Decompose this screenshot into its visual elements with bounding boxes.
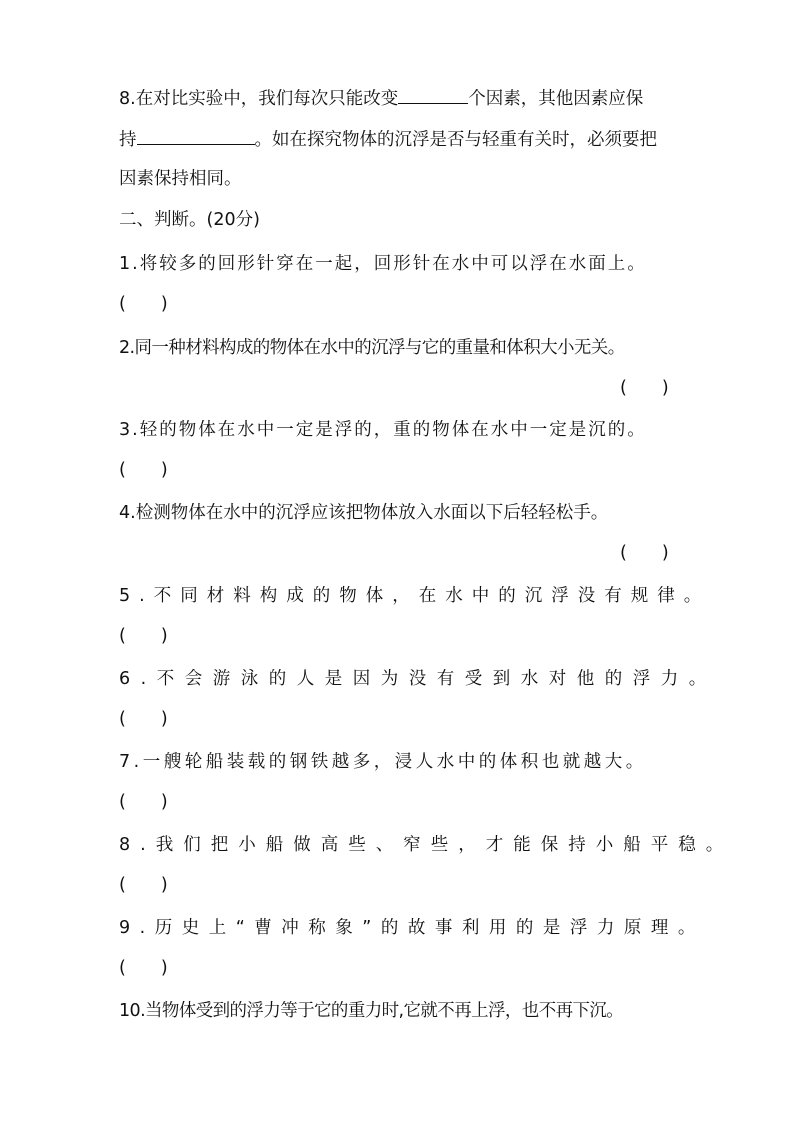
answer-paren-2[interactable]: ( ) (620, 378, 669, 398)
fill-question-8-line-1 (119, 85, 679, 111)
fill-question-8-line-3: 因素保持相同。 (119, 169, 242, 189)
judgement-item-6: 6.不会游泳的人是因为没有受到水对他的浮力。 (119, 669, 717, 689)
judgement-item-5: 5.不同材料构成的物体，在水中的沉浮没有规律。 (119, 586, 711, 606)
judgement-item-4: 4.检测物体在水中的沉浮应该把物体放入水面以下后轻轻松手。 (119, 503, 609, 523)
judgement-item-8: 8.我们把小船做高些、窄些，才能保持小船平稳。 (119, 835, 734, 855)
answer-paren-1[interactable]: ( ) (119, 294, 168, 314)
judgement-item-7: 7.一艘轮船装载的钢铁越多，浸人水中的体积也就越大。 (119, 752, 647, 772)
fill-question-8-text-d: 。如在探究物体的沉浮是否与轻重有关时，必须要把 (254, 130, 657, 150)
answer-paren-3[interactable]: ( ) (119, 460, 168, 480)
answer-paren-7[interactable]: ( ) (119, 792, 168, 812)
section-heading: 二、判断。(20分) (119, 210, 260, 230)
judgement-item-3: 3.轻的物体在水中一定是浮的，重的物体在水中一定是沉的。 (119, 420, 647, 440)
fill-blank-1[interactable] (398, 85, 468, 104)
judgement-item-10: 10.当物体受到的浮力等于它的重力时,它就不再上浮，也不再下沉。 (119, 1001, 624, 1021)
answer-paren-4[interactable]: ( ) (620, 543, 669, 563)
fill-question-8-text-b: 个因素，其他因素应保 (468, 89, 644, 109)
answer-paren-8[interactable]: ( ) (119, 875, 168, 895)
judgement-item-1: 1.将较多的回形针穿在一起，回形针在水中可以浮在水面上。 (119, 254, 647, 274)
fill-question-8-line-2 (119, 126, 679, 152)
answer-paren-5[interactable]: ( ) (119, 626, 168, 646)
fill-blank-2[interactable] (137, 126, 255, 145)
judgement-item-9: 9.历史上“曹冲称象”的故事利用的是浮力原理。 (119, 918, 705, 938)
fill-question-8-text-c: 持 (119, 130, 137, 150)
answer-paren-9[interactable]: ( ) (119, 958, 168, 978)
answer-paren-6[interactable]: ( ) (119, 709, 168, 729)
judgement-item-2: 2.同一种材料构成的物体在水中的沉浮与它的重量和体积大小无关。 (119, 338, 625, 358)
fill-question-8-text-a: 8.在对比实验中，我们每次只能改变 (119, 89, 399, 109)
